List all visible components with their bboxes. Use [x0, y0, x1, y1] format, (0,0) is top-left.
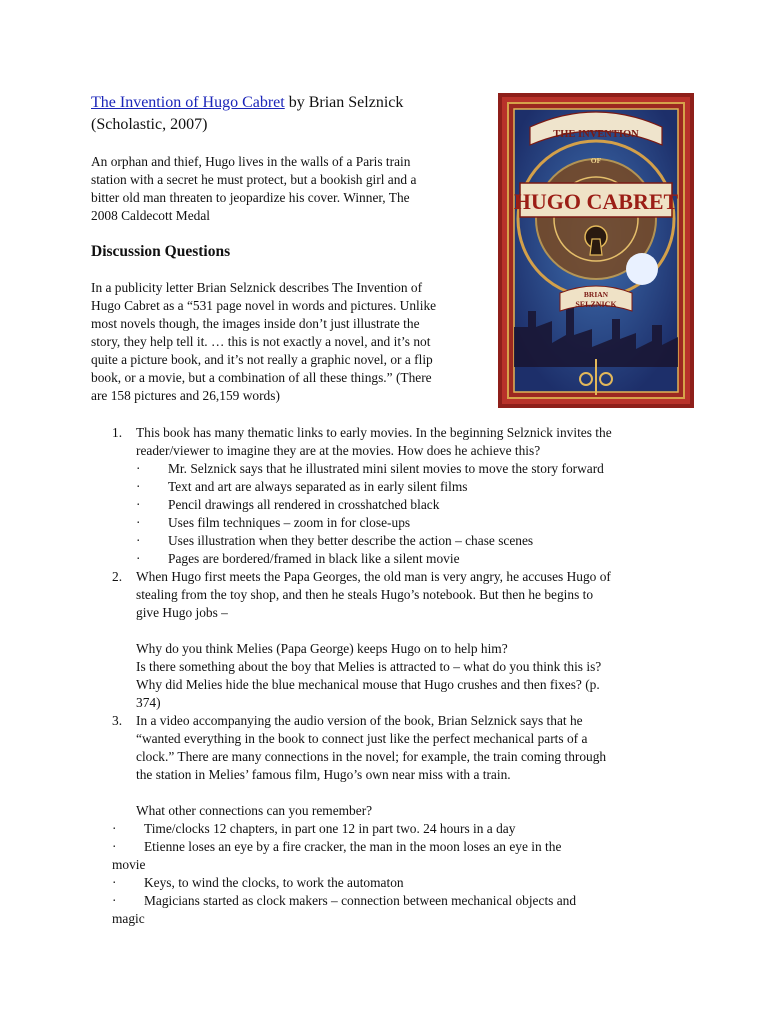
- publicity-line: Hugo Cabret as a “531 page novel in words and pictures. Unlike: [91, 298, 437, 313]
- title-line: [91, 92, 491, 114]
- bullet-item: · Pages are bordered/framed in black like a silent movie: [136, 551, 460, 566]
- summary-line: station with a secret he must protect, but a bookish girl and a: [91, 172, 417, 187]
- moon-icon: [626, 253, 658, 285]
- followup-line: Why did Melies hide the blue mechanical mouse that Hugo crushes and then fixes? (p.: [136, 677, 600, 692]
- bullet-item: · Mr. Selznick says that he illustrated mini silent movies to move the story forward: [136, 461, 604, 476]
- bullet-icon: ·: [136, 551, 141, 566]
- followup-line: Is there something about the boy that Melies is attracted to – what do you think this is?: [136, 659, 602, 674]
- cover-of-text: OF: [590, 156, 602, 165]
- bullet-icon: ·: [136, 533, 141, 548]
- publicity-line: story, they help tell it. … this is not exactly a novel, and it’s not: [91, 334, 431, 349]
- bullet-item: · Time/clocks 12 chapters, in part one 12 in part two. 24 hours in a day: [112, 821, 516, 836]
- bullet-item: · Magicians started as clock makers – connection between mechanical objects and: [112, 893, 577, 908]
- summary-line: An orphan and thief, Hugo lives in the walls of a Paris train: [91, 154, 411, 169]
- question-line: the station in Melies’ famous film, Hugo’s own near miss with a train.: [136, 767, 511, 782]
- book-header: [91, 92, 491, 136]
- cover-banner-text: THE INVENTION: [553, 129, 639, 140]
- bullet-icon: ·: [112, 839, 117, 854]
- book-cover-image: [498, 93, 694, 408]
- bullet-item: · Etienne loses an eye by a fire cracker, the man in the moon loses an eye in the: [112, 839, 562, 854]
- publisher-line: (Scholastic, 2007): [91, 116, 208, 133]
- bullet-item: · Text and art are always separated as in early silent films: [136, 479, 468, 494]
- book-summary: [91, 153, 451, 225]
- section-heading: Discussion Questions: [91, 243, 231, 260]
- publicity-line: book, or a movie, but a combination of all these things.” (There: [91, 370, 432, 385]
- cover-title-text: HUGO CABRET: [513, 189, 679, 214]
- followup-line: 374): [136, 695, 161, 710]
- cover-illustration: [502, 97, 690, 404]
- bullet-icon: ·: [136, 479, 141, 494]
- question-line: When Hugo first meets the Papa Georges, the old man is very angry, he accuses Hugo of: [136, 569, 611, 584]
- question-line: stealing from the toy shop, and then he steals Hugo’s notebook. But then he begins to: [136, 587, 594, 602]
- question-number: 2.: [112, 569, 123, 584]
- publicity-line: are 158 pictures and 26,159 words): [91, 388, 280, 403]
- cover-author-first: BRIAN: [583, 290, 609, 299]
- bullet-item: · Uses illustration when they better describe the action – chase scenes: [136, 533, 534, 548]
- publicity-line: In a publicity letter Brian Selznick describes The Invention of: [91, 280, 423, 295]
- book-title-link[interactable]: The Invention of Hugo Cabret: [91, 94, 285, 111]
- followup-line: Why do you think Melies (Papa George) keeps Hugo on to help him?: [136, 641, 508, 656]
- bullet-icon: ·: [112, 893, 117, 908]
- bullet-item: · Pencil drawings all rendered in crosshatched black: [136, 497, 440, 512]
- questions-list: [112, 424, 712, 928]
- publicity-line: quite a picture book, and it’s not really a graphic novel, or a flip: [91, 352, 433, 367]
- followup-title: What other connections can you remember?: [136, 803, 373, 818]
- bullet-icon: ·: [136, 515, 141, 530]
- question-line: “wanted everything in the book to connect just like the perfect mechanical parts of a: [136, 731, 588, 746]
- bullet-item: · Uses film techniques – zoom in for close-ups: [136, 515, 411, 530]
- publicity-paragraph: [91, 279, 486, 405]
- summary-line: 2008 Caldecott Medal: [91, 208, 210, 223]
- question-item: [112, 424, 712, 568]
- bullet-item: · Keys, to wind the clocks, to work the automaton: [112, 875, 404, 890]
- question-line: In a video accompanying the audio version of the book, Brian Selznick says that he: [136, 713, 583, 728]
- bullet-icon: ·: [136, 461, 141, 476]
- question-number: 1.: [112, 425, 123, 440]
- question-line: clock.” There are many connections in the novel; for example, the train coming through: [136, 749, 607, 764]
- question-line: reader/viewer to imagine they are at the movies. How does he achieve this?: [136, 443, 541, 458]
- bullet-icon: ·: [112, 821, 117, 836]
- bullet-icon: ·: [136, 497, 141, 512]
- bullet-continuation: magic: [112, 911, 145, 926]
- cover-author-last: SELZNICK: [575, 300, 617, 309]
- bullet-continuation: movie: [112, 857, 146, 872]
- question-item: [112, 712, 712, 928]
- question-item: [112, 568, 712, 712]
- publicity-line: most novels though, the images inside don’t just illustrate the: [91, 316, 420, 331]
- question-line: This book has many thematic links to early movies. In the beginning Selznick invites the: [136, 425, 612, 440]
- summary-line: bitter old man threaten to jeopardize his cover. Winner, The: [91, 190, 410, 205]
- bullet-icon: ·: [112, 875, 117, 890]
- question-number: 3.: [112, 713, 123, 728]
- author-text: by Brian Selznick: [284, 94, 404, 111]
- question-line: give Hugo jobs –: [136, 605, 228, 620]
